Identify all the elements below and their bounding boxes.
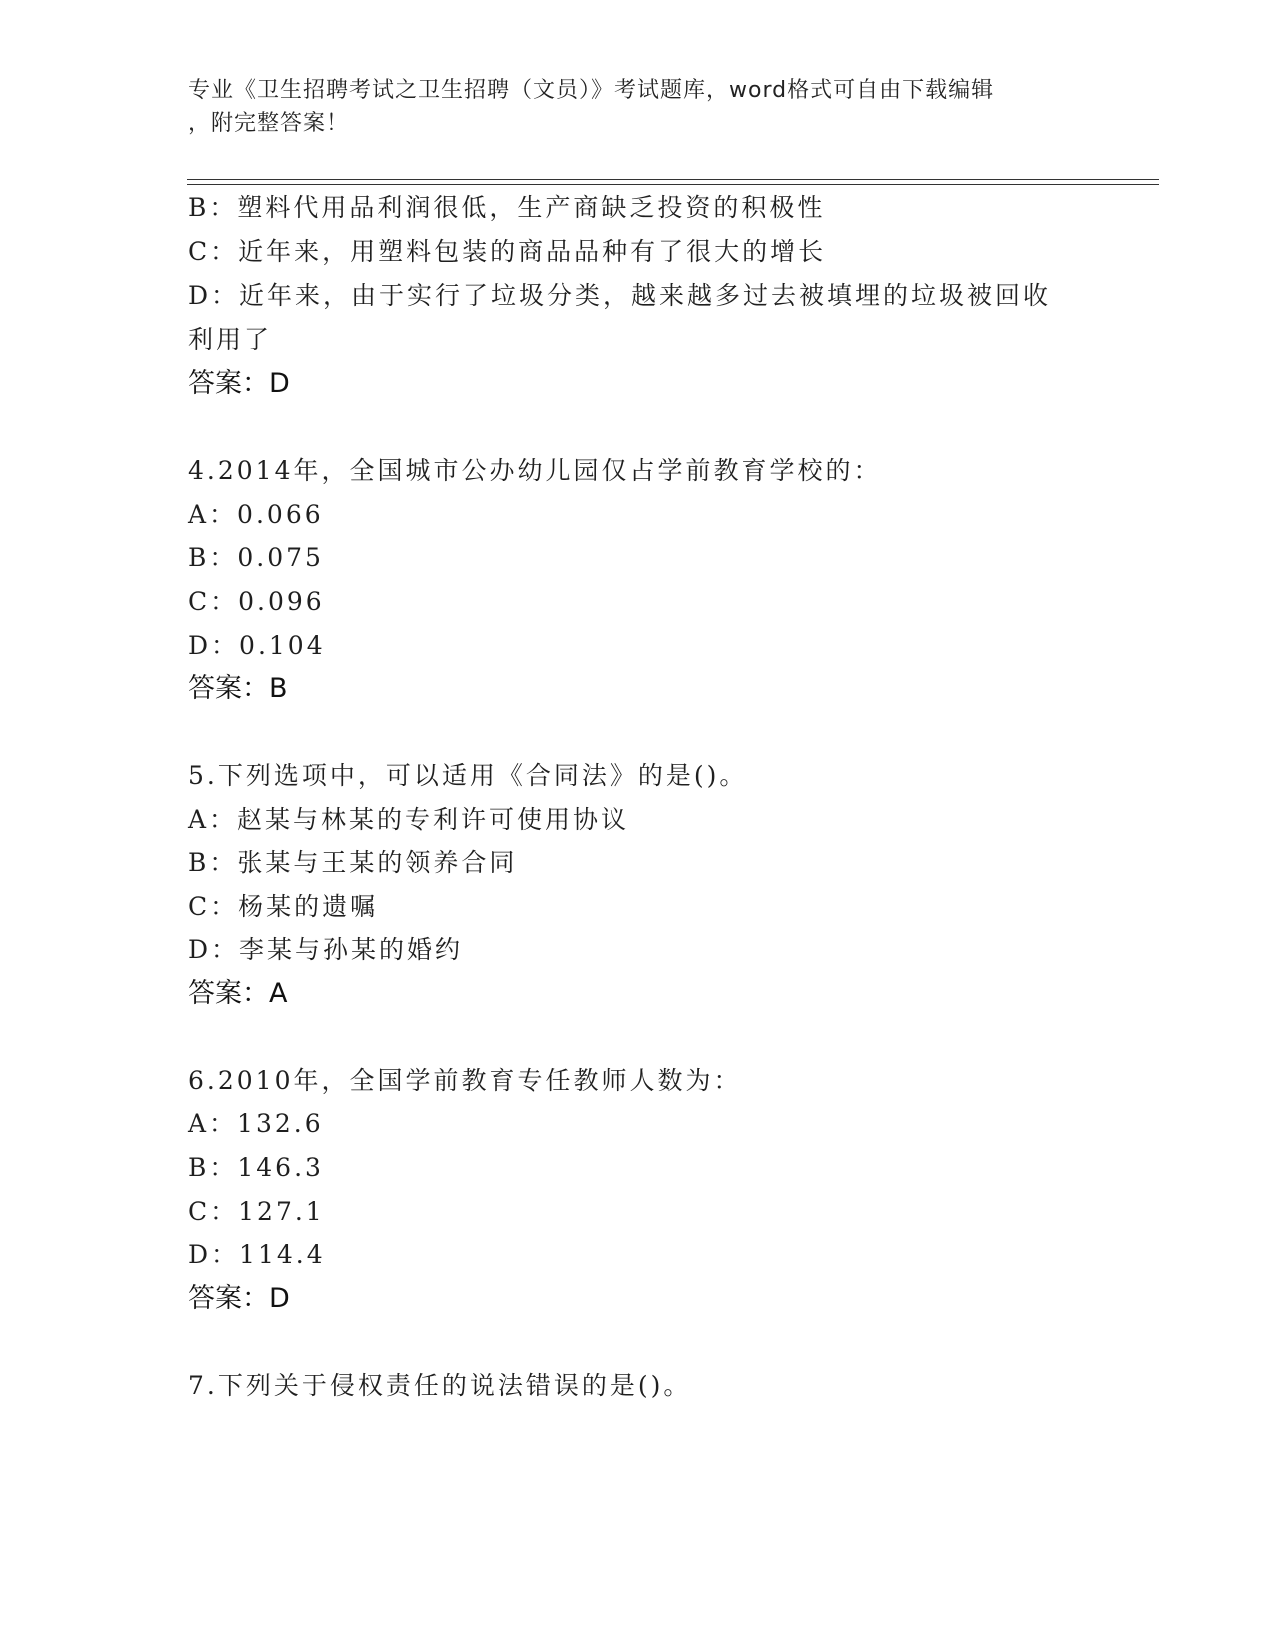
q5-option-a: A：赵某与林某的专利许可使用协议 (188, 805, 630, 834)
header-divider-bottom (187, 184, 1159, 185)
q4-option-b: B：0.075 (188, 543, 324, 572)
header-subtitle-line: ，附完整答案！ (188, 111, 350, 136)
q6-option-a: A：132.6 (188, 1109, 324, 1138)
q5-question: 5.下列选项中，可以适用《合同法》的是()。 (188, 761, 748, 790)
q5-option-c: C：杨某的遗嘱 (188, 892, 379, 921)
q4-option-c: C：0.096 (188, 587, 325, 616)
document-header (188, 74, 1068, 140)
q5-answer: 答案：A (188, 978, 288, 1009)
q5-option-d: D：李某与孙某的婚约 (188, 935, 464, 964)
q4-question: 4.2014年，全国城市公办幼儿园仅占学前教育学校的： (188, 456, 882, 485)
q6-option-b: B：146.3 (188, 1153, 324, 1182)
q3-option-d: D：近年来，由于实行了垃圾分类，越来越多过去被填埋的垃圾被回收 (188, 281, 1052, 310)
q3-answer: 答案：D (188, 368, 290, 399)
header-divider-top (187, 179, 1159, 180)
q4-answer: 答案：B (188, 673, 288, 704)
q6-option-c: C：127.1 (188, 1197, 325, 1226)
q7-question: 7.下列关于侵权责任的说法错误的是()。 (188, 1371, 692, 1400)
q6-option-d: D：114.4 (188, 1240, 326, 1269)
q6-answer: 答案：D (188, 1283, 290, 1314)
q3-option-d-continued: 利用了 (188, 325, 273, 354)
q4-option-a: A：0.066 (188, 500, 324, 529)
q5-option-b: B：张某与王某的领养合同 (188, 848, 518, 877)
q3-option-c: C：近年来，用塑料包装的商品品种有了很大的增长 (188, 237, 827, 266)
q6-question: 6.2010年，全国学前教育专任教师人数为： (188, 1066, 742, 1095)
q4-option-d: D：0.104 (188, 631, 326, 660)
q3-option-b: B：塑料代用品利润很低，生产商缺乏投资的积极性 (188, 193, 826, 222)
header-title-line: 专业《卫生招聘考试之卫生招聘（文员）》考试题库，word格式可自由下载编辑 (188, 78, 995, 103)
